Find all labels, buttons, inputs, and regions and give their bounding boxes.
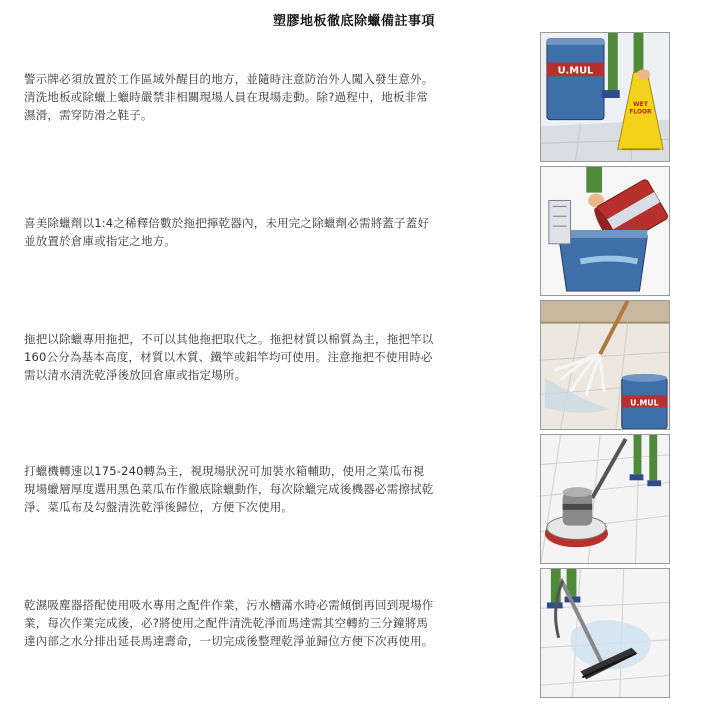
floor-machine-illustration (540, 434, 670, 564)
sign-text-wet: WET (633, 101, 648, 108)
wet-vacuum-illustration (540, 568, 670, 698)
pouring-wringer-illustration (540, 166, 670, 296)
bucket-label: U.MUL (557, 65, 594, 77)
section-2-text: 喜美除蠟劑以1:4之稀釋倍數於拖把擰乾器內，未用完之除蠟劑必需將蓋子蓋好並放置於倉庫或指定之地方。 (24, 216, 430, 248)
mop-bucket-illustration (540, 300, 670, 430)
section-4-text: 打蠟機轉速以175-240轉為主，視現場狀況可加裝水箱輔助，使用之菜瓜布視現場蠟層厚度選用黑色菜瓜布作徹底除蠟動作，每次除蠟完成後機器必需擦拭乾淨、菜瓜布及勾盤清洗乾淨後歸位，方便下次使用。 (24, 464, 434, 514)
page-title: 塑膠地板徹底除蠟備註事項 (272, 14, 435, 29)
section-5-text: 乾濕吸塵器搭配使用吸水專用之配件作業，污水槽滿水時必需傾倒再回到現場作業，每次作業完成後，必?將使用之配件清洗乾淨而馬達需其空轉約三分鐘將馬達內部之水分排出延長馬達壽命，一切完成後整理乾淨並歸位方便下次再使用。 (24, 598, 434, 648)
wet-floor-sign-illustration (540, 32, 670, 162)
section-1-text: 警示牌必須放置於工作區域外醒目的地方，並隨時注意防治外人闖入發生意外。清洗地板或除蠟上蠟時嚴禁非相關現場人員在現場走動。除?過程中，地板非常濕滑，需穿防滑之鞋子。 (24, 72, 434, 122)
bucket-label: U.MUL (630, 398, 659, 408)
section-3-text: 拖把以除蠟專用拖把，不可以其他拖把取代之。拖把材質以棉質為主，拖把竿以160公分為基本高度，材質以木質、鐵竿或鋁竿均可使用。注意拖把不使用時必需以清水清洗乾淨後放回倉庫或指定場所。 (24, 332, 434, 382)
sign-text-floor: FLOOR (629, 109, 652, 116)
